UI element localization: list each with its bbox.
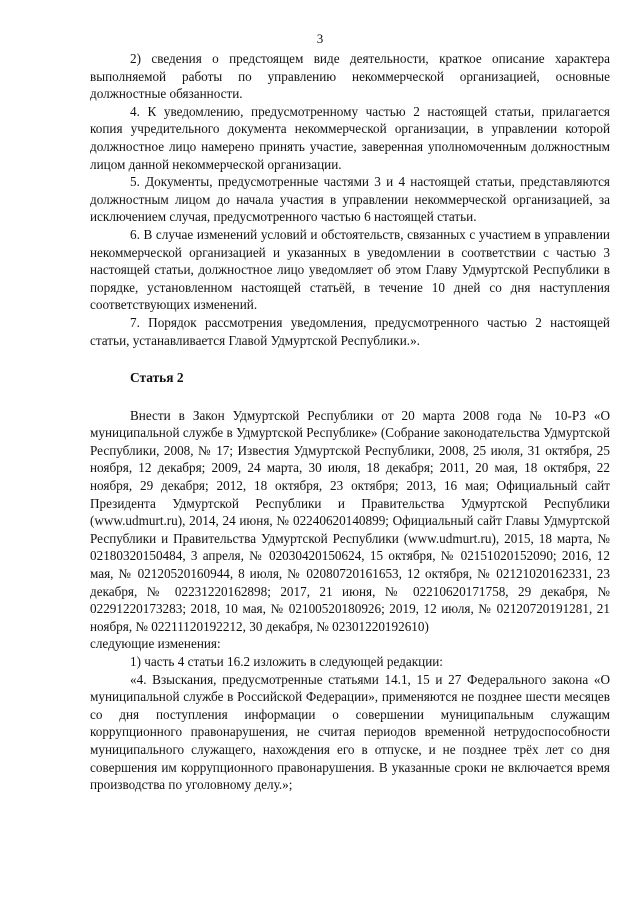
amendment-item-1: 1) часть 4 статьи 16.2 изложить в следующей редакции: — [130, 654, 443, 669]
article-heading: Статья 2 — [130, 370, 184, 386]
paragraph-part-6: 6. В случае изменений условий и обстоятельств, связанных с участием в управлении некоммерческой организацией и указанных в уведомлении в соответствии с частью 3 настоящей статьи, должностное лицо уведомляет об этом Главу Удмуртской Республики в порядке, установленном настоящей статьёй, в течение 10 дней со дня наступления соответствующих изменений. — [90, 226, 610, 313]
paragraph-item-2: 2) сведения о предстоящем виде деятельности, краткое описание характера выполняемой работы по управлению некоммерческой организацией, основные должностные обязанности. — [90, 51, 610, 102]
amendment-paragraph: Внести в Закон Удмуртской Республики от 20 марта 2008 года № 10-РЗ «О муниципальной службе в Удмуртской Республике» (Собрание законодательства Удмуртской Республики, 2008, № 17; Известия Удмуртской Республики, 2008, 25 июля, 31 октября, 25 ноября, 12 декабря; 2009, 24 марта, 30 июля, 18 декабря; 2011, 20 мая, 18 октября, 22 ноября, 29 декабря; 2012, 18 октября, 23 октября; 2013, 16 мая; Официальный сайт Президента Удмуртской Республики и Правительства Удмуртской Республики (www.udmurt.ru), 2014, 24 июня, № 02240620140899; Официальный сайт Главы Удмуртской Республики и Правительства Удмуртской Республики (www.udmurt.ru), 2015, 18 марта, № 02180320150484, 3 апреля, № 02030420150624, 15 октября, № 02151020152090; 2016, 12 мая, № 02120520160944, 8 июля, № 02080720161653, 12 октября, № 02121020162331, 23 декабря, № 02231220162898; 2017, 21 июня, № 02210620171758, 29 декабря, № 02291220173283; 2018, 10 мая, № 02100520180926; 2019, 12 июля, № 02120720191281, 21 ноября, № 02211120192212, 30 декабря, № 02301220192610) — [90, 407, 610, 634]
document-body — [90, 50, 610, 794]
paragraph-part-5: 5. Документы, предусмотренные частями 3 и 4 настоящей статьи, представляются должностным лицом до начала участия в управлении некоммерческой организацией, за исключением случая, предусмотренного частью 6 настоящей статьи. — [90, 174, 610, 225]
amendment-item-1-text: «4. Взыскания, предусмотренные статьями 14.1, 15 и 27 Федерального закона «О муниципальной службе в Российской Федерации», применяются не позднее шести месяцев со дня поступления информации о совершении муниципальным служащим коррупционного правонарушения, не считая периодов временной нетрудоспособности муниципального служащего, нахождения его в отпуске, и не позднее трёх лет со дня совершения им коррупционного правонарушения. В указанные сроки не включается время производства по уголовному делу.»; — [90, 671, 610, 793]
page-number: 3 — [316, 31, 324, 46]
paragraph-part-4: 4. К уведомлению, предусмотренному частью 2 настоящей статьи, прилагается копия учредительного документа некоммерческой организации, в управлении которой должностное лицо намерено принять участие, заверенная уполномоченным должностным лицом данной некоммерческой организации. — [90, 103, 610, 172]
paragraph-part-7: 7. Порядок рассмотрения уведомления, предусмотренного частью 2 настоящей статьи, устанавливается Главой Удмуртской Республики.». — [90, 314, 610, 348]
changes-intro: следующие изменения: — [90, 636, 221, 652]
